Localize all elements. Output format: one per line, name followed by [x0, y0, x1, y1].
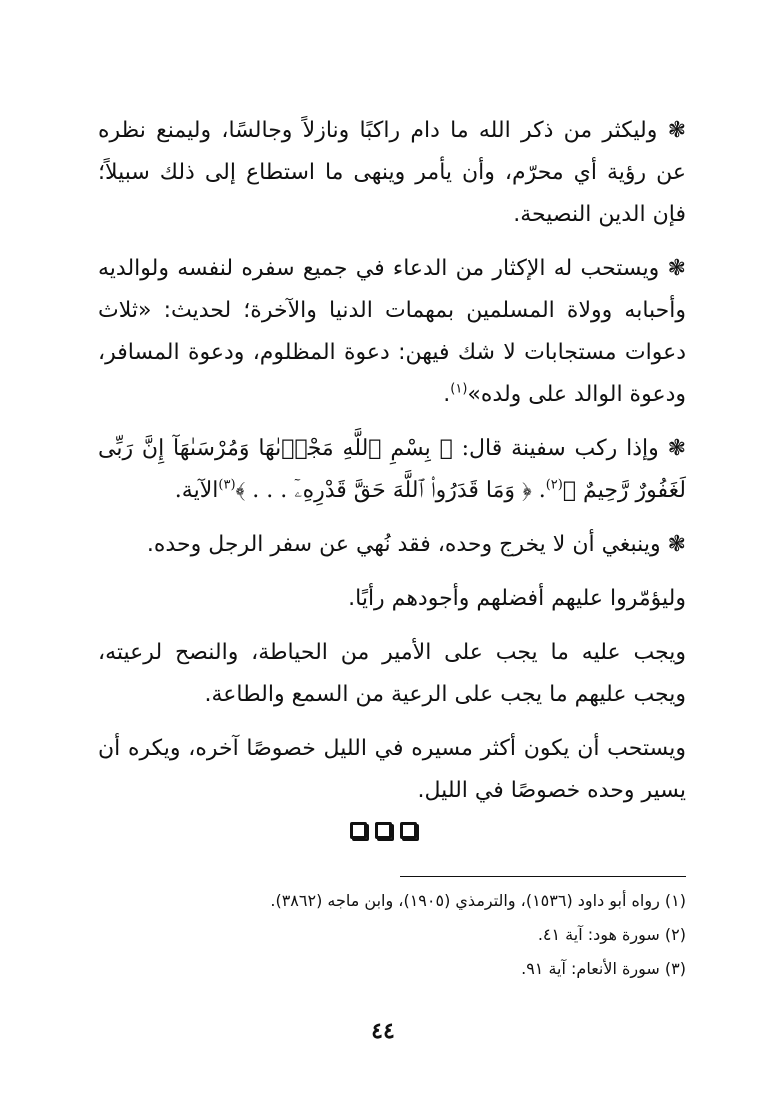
section-ornament: [0, 822, 766, 839]
footnote-ref-1: (١): [450, 381, 468, 397]
paragraph-dhikr: ❃ وليكثر من ذكر الله ما دام راكبًا ونازلاً وجالسًا، وليمنع نظره عن رؤية أي محرّم، وأن يأمر وينهى ما استطاع إلى ذلك سبيلاً؛ فإن الدين النصيحة.: [98, 118, 686, 227]
paragraph-dua: [98, 248, 686, 416]
paragraph-ship-verse-2: . ﴿ وَمَا قَدَرُوا۟ ٱللَّهَ حَقَّ قَدْرِهِۦٓ . . . ﴾: [235, 478, 546, 503]
ornament-box-icon: [350, 822, 367, 839]
paragraph-alone: ❃ وينبغي أن لا يخرج وحده، فقد نُهي عن سفر الرجل وحده.: [146, 532, 686, 557]
page-number: ٤٤: [371, 1018, 395, 1044]
footnote-ref-2: (٢): [545, 477, 563, 493]
paragraph-ship-end: الآية.: [174, 478, 219, 503]
paragraph-leader: وليؤمّروا عليهم أفضلهم وأجودهم رأيًا.: [348, 586, 686, 611]
paragraph-ship-verse: ❃ وإذا ركب سفينة قال: ﴿ بِسْمِ ٱللَّهِ مَجْرٜىٰهَا وَمُرْسَىٰهَآ إِنَّ رَبِّى لَغَفُورٌ رَّحِيمٌ ﴾: [98, 436, 686, 503]
footnote-1: (١) رواه أبو داود (١٥٣٦)، والترمذي (١٩٠٥)، وابن ماجه (٣٨٦٢).: [270, 891, 686, 910]
paragraph-ship: [98, 428, 686, 512]
footnote-2: (٢) سورة هود: آية ٤١.: [537, 925, 686, 944]
paragraph-dua-text: ❃ ويستحب له الإكثار من الدعاء في جميع سفره لنفسه ولوالديه وأحبابه وولاة المسلمين بمهمات الدنيا والآخرة؛ لحديث: «ثلاث دعوات مستجابات لا شك فيهن: دعوة المظلوم، ودعوة المسافر، ودعوة الوالد على ولده»: [98, 256, 686, 407]
paragraph-dua-end: .: [443, 382, 451, 407]
footnote-3: (٣) سورة الأنعام: آية ٩١.: [521, 959, 686, 978]
footnote-ref-3: (٣): [218, 477, 236, 493]
ornament-box-icon: [400, 822, 417, 839]
paragraph-duty: ويجب عليه ما يجب على الأمير من الحياطة، والنصح لرعيته، ويجب عليهم ما يجب على الرعية من السمع والطاعة.: [98, 640, 686, 707]
ornament-box-icon: [375, 822, 392, 839]
footnotes: [98, 884, 686, 986]
footnote-divider: [400, 876, 686, 877]
main-text: [98, 110, 686, 824]
paragraph-night: ويستحب أن يكون أكثر مسيره في الليل خصوصًا آخره، ويكره أن يسير وحده خصوصًا في الليل.: [98, 736, 686, 803]
